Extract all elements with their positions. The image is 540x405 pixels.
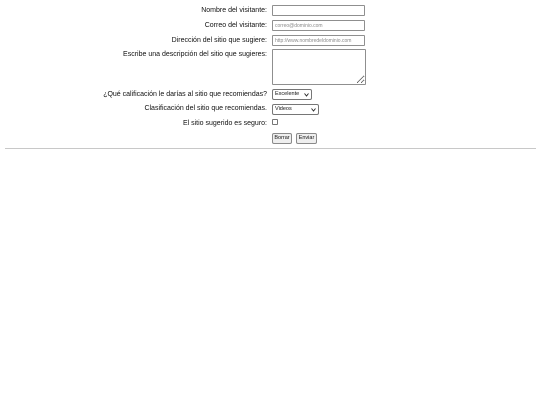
chevron-down-icon xyxy=(304,93,309,97)
site-url-input[interactable] xyxy=(272,35,365,46)
rating-label: ¿Qué calificación le darías al sitio que recomiendas? xyxy=(103,91,267,98)
safe-site-label: El sitio sugerido es seguro: xyxy=(182,120,267,127)
submit-button[interactable]: Enviar xyxy=(296,133,317,144)
safe-site-checkbox[interactable] xyxy=(272,119,278,125)
horizontal-divider xyxy=(5,148,536,149)
site-description-textarea[interactable] xyxy=(272,49,366,85)
site-url-label: Dirección del sitio que sugiere: xyxy=(171,37,267,44)
category-label: Clasificación del sitio que recomiendas. xyxy=(144,105,267,112)
row-category xyxy=(0,104,540,115)
visitor-email-input[interactable] xyxy=(272,20,365,31)
visitor-name-label: Nombre del visitante: xyxy=(201,7,267,14)
rating-select[interactable] xyxy=(272,89,312,100)
row-rating xyxy=(0,89,540,100)
reset-button[interactable]: Borrar xyxy=(272,133,292,144)
chevron-down-icon xyxy=(311,108,316,112)
rating-selected-value: Excelente xyxy=(275,91,300,97)
visitor-email-label: Correo del visitante: xyxy=(204,22,267,29)
visitor-name-input[interactable] xyxy=(272,5,365,16)
category-select[interactable] xyxy=(272,104,319,115)
site-description-label: Escribe una descripción del sitio que sugieres: xyxy=(123,51,267,58)
category-selected-value: Videos xyxy=(275,106,292,112)
